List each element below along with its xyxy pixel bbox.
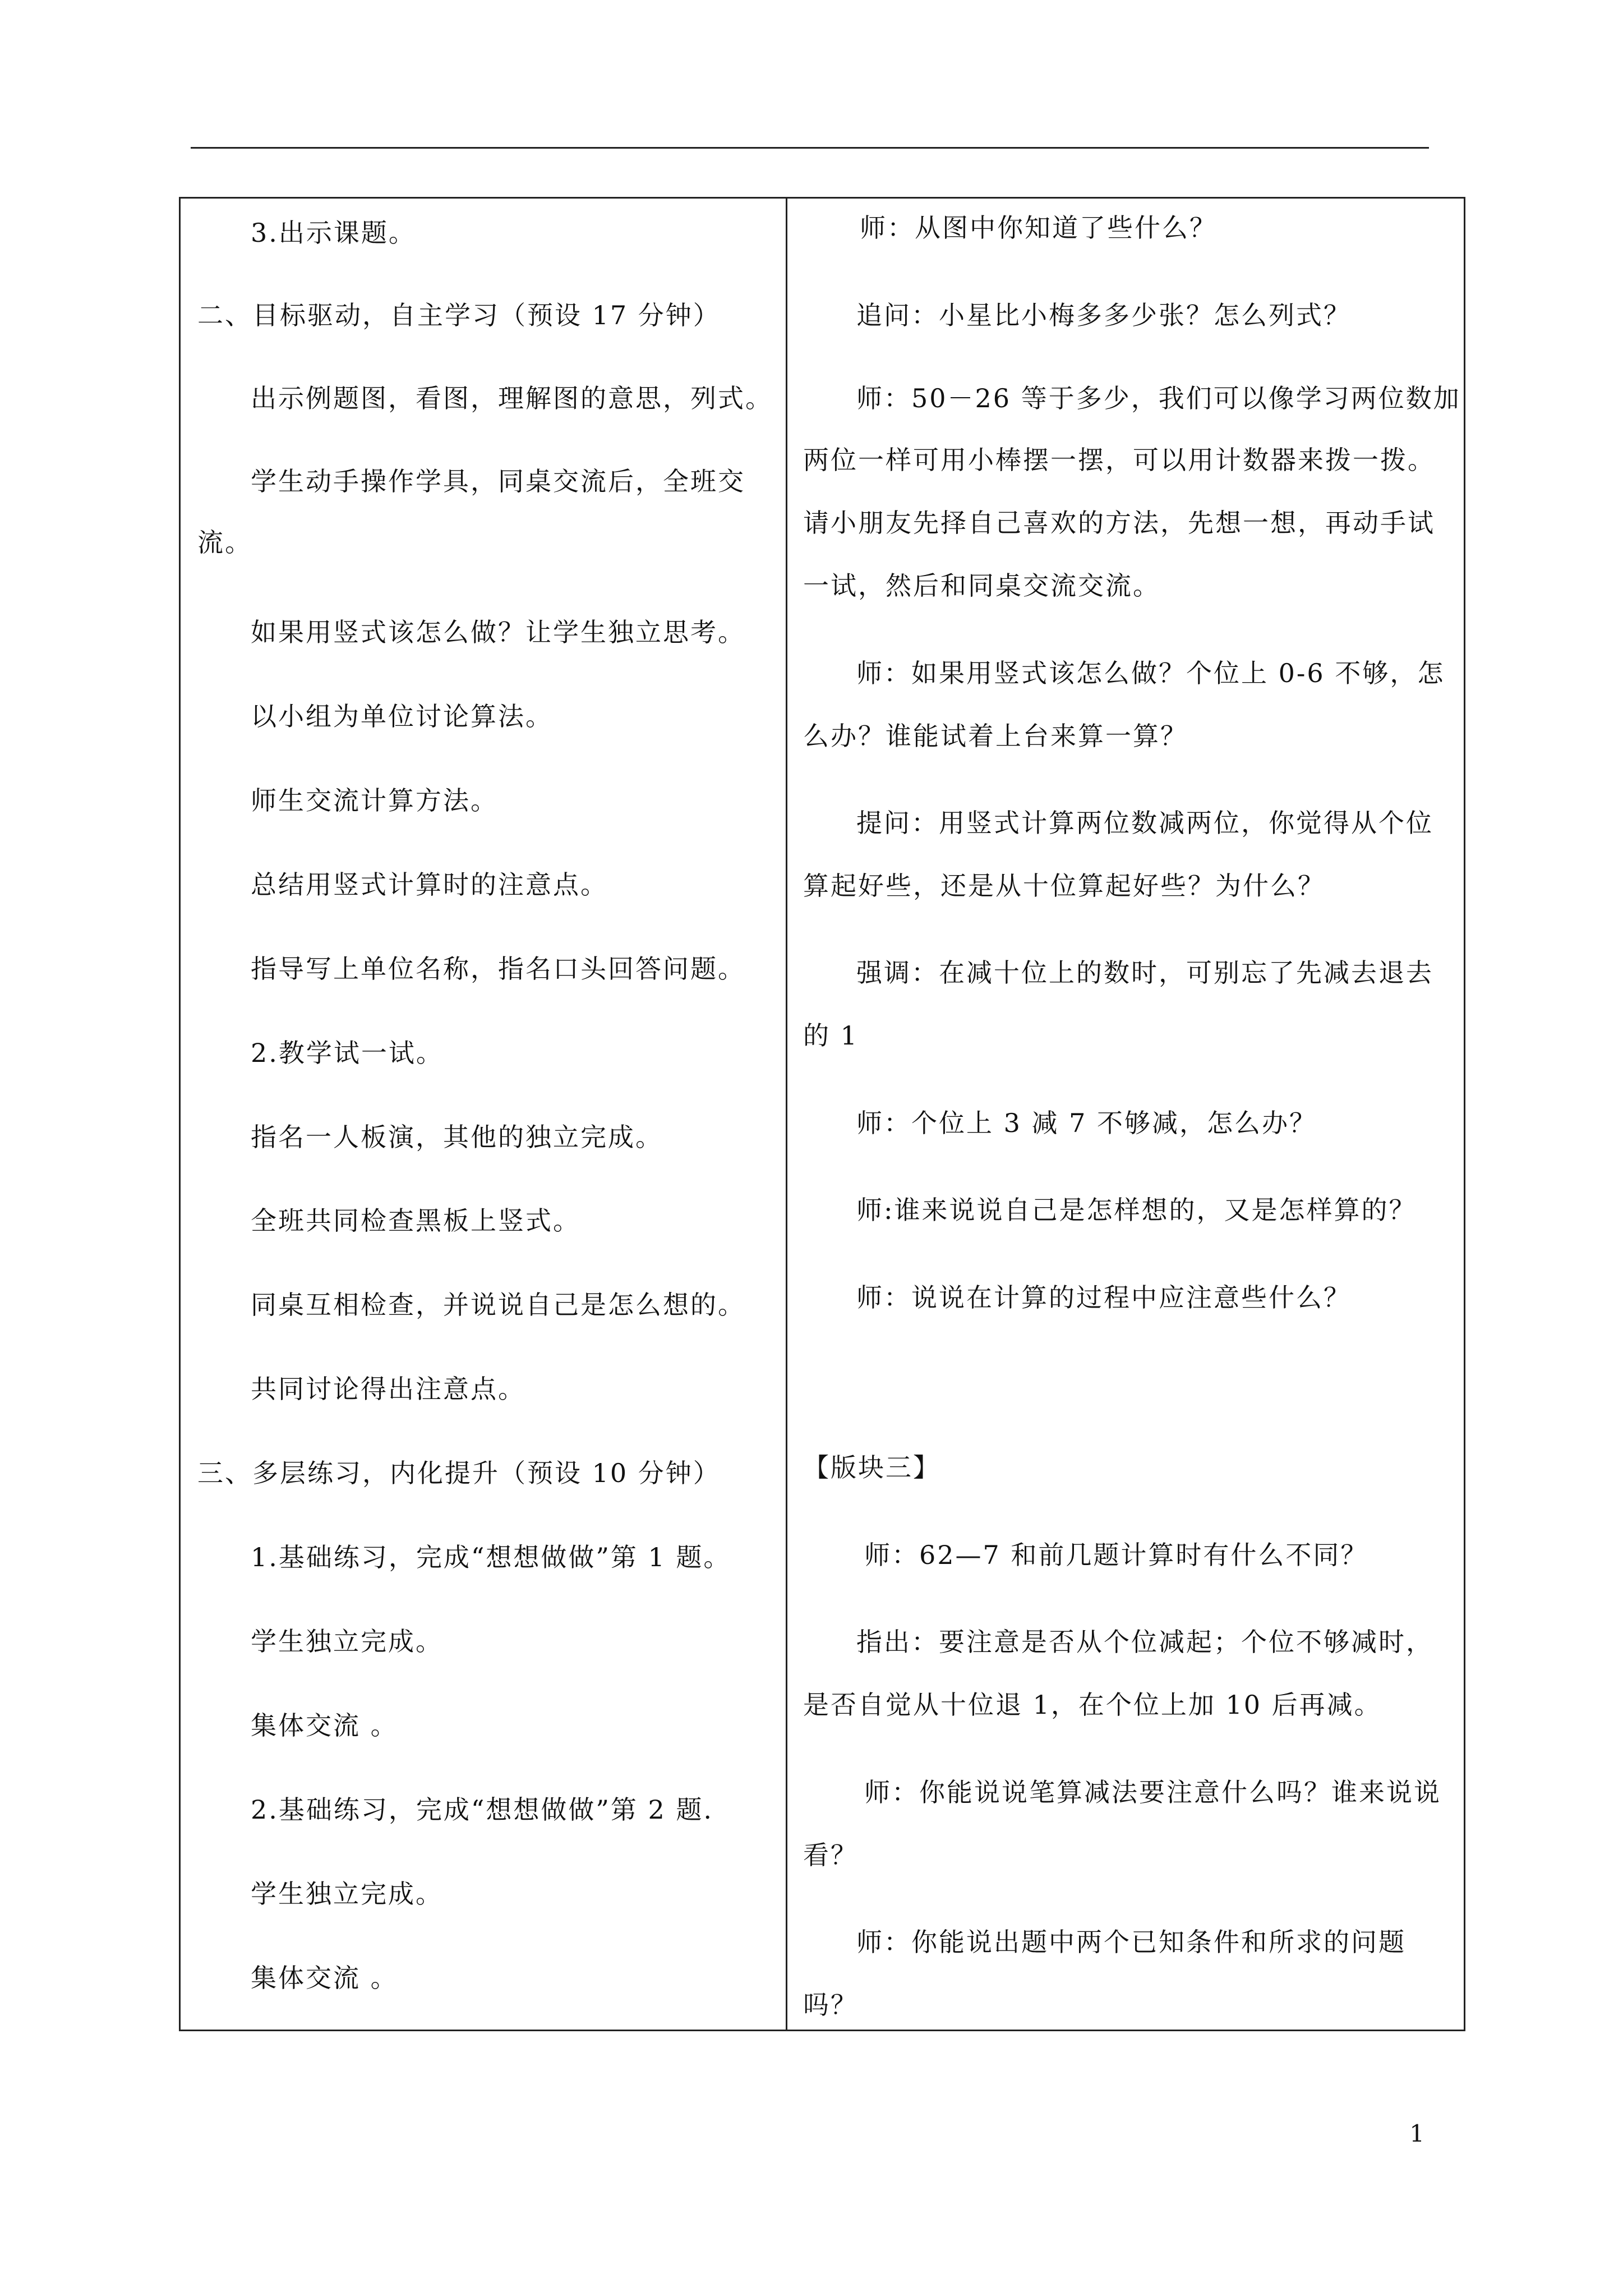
right-line: 两位一样可用小棒摆一摆，可以用计数器来拨一拨。 (803, 445, 1435, 475)
right-line: 指出：要注意是否从个位减起；个位不够减时， (856, 1627, 1433, 1657)
right-line: 师：50－26 等于多少，我们可以像学习两位数加 (856, 383, 1461, 413)
right-line: 看？ (803, 1840, 858, 1870)
left-line: 二、目标驱动，自主学习（预设 17 分钟） (197, 300, 721, 330)
right-line: 师:谁来说说自己是怎样想的，又是怎样算的？ (856, 1195, 1417, 1225)
left-line: 总结用竖式计算时的注意点。 (251, 869, 608, 900)
left-line: 学生独立完成。 (251, 1626, 443, 1657)
left-line: 指导写上单位名称，指名口头回答问题。 (251, 954, 745, 984)
right-line: 一试，然后和同桌交流交流。 (803, 570, 1160, 601)
right-line: 追问：小星比小梅多多少张？怎么列式？ (856, 300, 1351, 330)
right-line: 师：你能说说笔算减法要注意什么吗？谁来说说 (864, 1777, 1441, 1807)
right-line: 的 1 (803, 1020, 859, 1051)
right-line: 算起好些，还是从十位算起好些？为什么？ (803, 871, 1325, 901)
left-line: 师生交流计算方法。 (251, 785, 498, 816)
left-line: 学生独立完成。 (251, 1879, 443, 1909)
left-line: 如果用竖式该怎么做？让学生独立思考。 (251, 617, 745, 647)
left-line: 学生动手操作学具，同桌交流后，全班交 (251, 466, 745, 496)
right-line: 师：从图中你知道了些什么？ (860, 213, 1217, 243)
left-line: 指名一人板演，其他的独立完成。 (251, 1122, 663, 1152)
left-line: 全班共同检查黑板上竖式。 (251, 1205, 580, 1236)
right-line: 提问：用竖式计算两位数减两位，你觉得从个位 (856, 808, 1433, 838)
right-line: 吗？ (803, 1990, 858, 2020)
left-line: 以小组为单位讨论算法。 (251, 701, 553, 731)
right-line: 师：个位上 3 减 7 不够减，怎么办？ (856, 1108, 1317, 1138)
left-line: 共同讨论得出注意点。 (251, 1374, 525, 1404)
page-number: 1 (1409, 2120, 1424, 2147)
right-line: 师：62—7 和前几题计算时有什么不同？ (864, 1540, 1368, 1570)
header-rule (191, 147, 1429, 149)
left-line: 2.教学试一试。 (251, 1038, 444, 1068)
left-line: 同桌互相检查，并说说自己是怎么想的。 (251, 1290, 745, 1320)
right-line: 师：说说在计算的过程中应注意些什么？ (856, 1282, 1351, 1313)
right-line: 请小朋友先择自己喜欢的方法，先想一想，再动手试 (803, 508, 1435, 538)
left-line: 集体交流 。 (251, 1963, 398, 1993)
left-line: 3.出示课题。 (251, 218, 416, 248)
right-line: 【版块三】 (803, 1452, 940, 1483)
right-line: 师：如果用竖式该怎么做？个位上 0-6 不够，怎 (856, 658, 1445, 688)
right-line: 强调：在减十位上的数时，可别忘了先减去退去 (856, 958, 1433, 988)
left-line: 集体交流 。 (251, 1710, 398, 1741)
right-line: 么办？谁能试着上台来算一算？ (803, 721, 1188, 751)
left-line: 流。 (197, 527, 252, 558)
right-line: 是否自觉从十位退 1，在个位上加 10 后再减。 (803, 1690, 1382, 1720)
left-line: 出示例题图，看图，理解图的意思，列式。 (251, 383, 773, 413)
left-line: 2.基础练习，完成“想想做做”第 2 题. (251, 1795, 714, 1825)
left-line: 三、多层练习，内化提升（预设 10 分钟） (197, 1458, 721, 1488)
left-line: 1.基础练习，完成“想想做做”第 1 题。 (251, 1542, 731, 1572)
column-divider (786, 197, 787, 2031)
right-line: 师：你能说出题中两个已知条件和所求的问题 (856, 1927, 1406, 1957)
